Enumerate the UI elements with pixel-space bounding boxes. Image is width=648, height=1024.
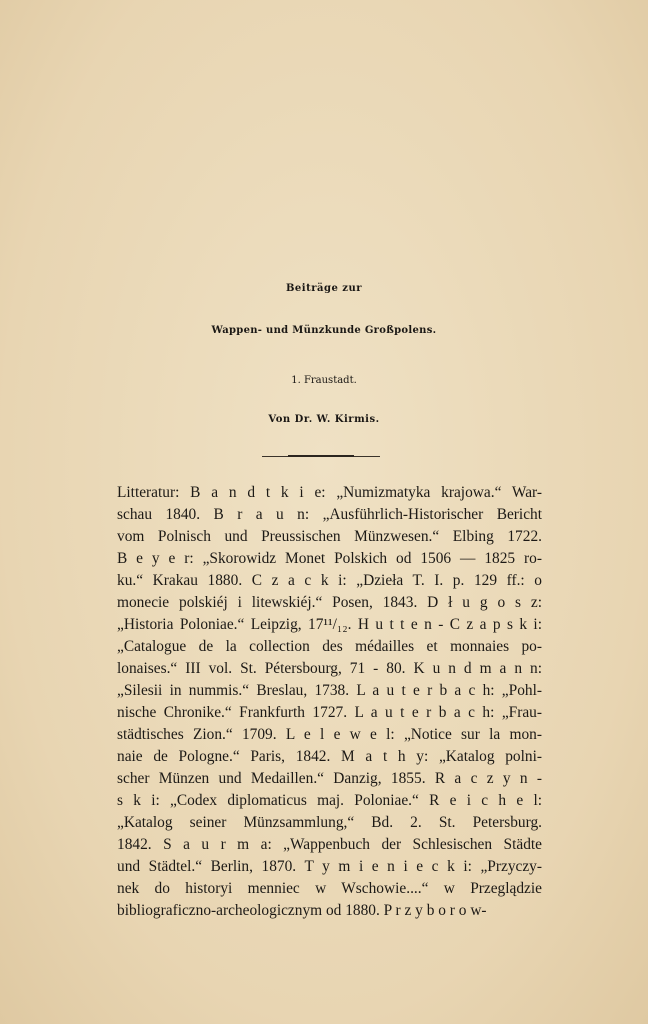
- text-line: „Silesii in nummis.“ Breslau, 1738. L a u t e r b a c h: „Pohl-: [117, 682, 542, 699]
- text-line: ku.“ Krakau 1880. C z a c k i: „Dzieła T. I. p. 129 ff.: o: [117, 572, 542, 589]
- title-line-2: Wappen- und Münzkunde Großpolens.: [211, 325, 437, 336]
- text-line: lonaises.“ III vol. St. Pétersbourg, 71 - 80. K u n d m a n n:: [117, 660, 542, 677]
- text-line: städtisches Zion.“ 1709. L e l e w e l: „Notice sur la mon-: [117, 726, 542, 743]
- author-line: Von Dr. W. Kirmis.: [268, 414, 380, 425]
- text-line: schau 1840. B r a u n: „Ausführlich-Historischer Bericht: [117, 506, 542, 523]
- text-line: „Historia Poloniae.“ Leipzig, 17¹¹/₁₂. H u t t e n - C z a p s k i:: [117, 616, 542, 633]
- text-line: B e y e r: „Skorowidz Monet Polskich od 1506 — 1825 ro-: [117, 550, 542, 567]
- text-line: vom Polnisch und Preussischen Münzwesen.“ Elbing 1722.: [117, 528, 542, 545]
- section-heading: 1. Fraustadt.: [291, 375, 357, 386]
- text-line: Litteratur: B a n d t k i e: „Numizmatyka krajowa.“ War-: [117, 484, 542, 501]
- divider-rule: [262, 456, 380, 457]
- text-line: bibliograficzno-archeologicznym od 1880. P r z y b o r o w-: [117, 902, 487, 919]
- text-line: s k i: „Codex diplomaticus maj. Poloniae.“ R e i c h e l:: [117, 792, 542, 809]
- divider-rule-thick: [288, 455, 354, 457]
- text-line: monecie polskiéj i litewskiéj.“ Posen, 1843. D ł u g o s z:: [117, 594, 542, 611]
- text-line: „Katalog seiner Münzsammlung,“ Bd. 2. St. Petersburg.: [117, 814, 542, 831]
- text-line: 1842. S a u r m a: „Wappenbuch der Schlesischen Städte: [117, 836, 542, 853]
- text-line: „Catalogue de la collection des médailles et monnaies po-: [117, 638, 542, 655]
- text-line: und Städtel.“ Berlin, 1870. T y m i e n i e c k i: „Przyczy-: [117, 858, 542, 875]
- text-line: naie de Pologne.“ Paris, 1842. M a t h y: „Katalog polni-: [117, 748, 542, 765]
- text-line: nek do historyi menniec w Wschowie....“ w Przeglądzie: [117, 880, 542, 897]
- literature-paragraph: [117, 482, 542, 922]
- text-line: nische Chronike.“ Frankfurth 1727. L a u t e r b a c h: „Frau-: [117, 704, 542, 721]
- text-line: scher Münzen und Medaillen.“ Danzig, 1855. R a c z y n -: [117, 770, 542, 787]
- title-line-1: Beiträge zur: [285, 283, 363, 294]
